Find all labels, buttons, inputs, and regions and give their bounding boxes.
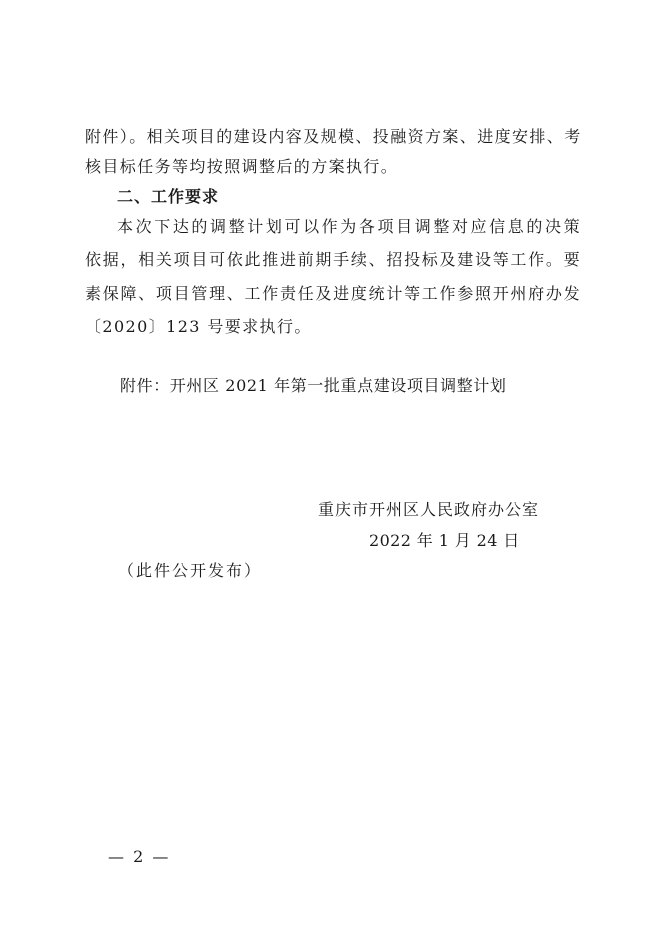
signature-organization: 重庆市开州区人民政府办公室 xyxy=(318,500,540,519)
body-text-line: 附件）。相关项目的建设内容及规模、投融资方案、进度安排、考 xyxy=(85,127,582,146)
publication-note: （此件公开发布） xyxy=(118,561,263,580)
body-text-line: 〔2020〕123 号要求执行。 xyxy=(85,317,312,336)
body-text-line: 核目标任务等均按照调整后的方案执行。 xyxy=(85,157,399,176)
section-heading: 二、工作要求 xyxy=(117,187,220,206)
signature-date: 2022 年 1 月 24 日 xyxy=(369,531,520,550)
attachment-reference: 附件：开州区 2021 年第一批重点建设项目调整计划 xyxy=(120,376,507,395)
body-text-line: 素保障、项目管理、工作责任及进度统计等工作参照开州府办发 xyxy=(85,284,581,303)
body-text-line: 本次下达的调整计划可以作为各项目调整对应信息的决策 xyxy=(117,217,581,236)
body-text-line: 依据，相关项目可依此推进前期手续、招投标及建设等工作。要 xyxy=(85,250,581,269)
page-number: — 2 — xyxy=(108,847,171,866)
